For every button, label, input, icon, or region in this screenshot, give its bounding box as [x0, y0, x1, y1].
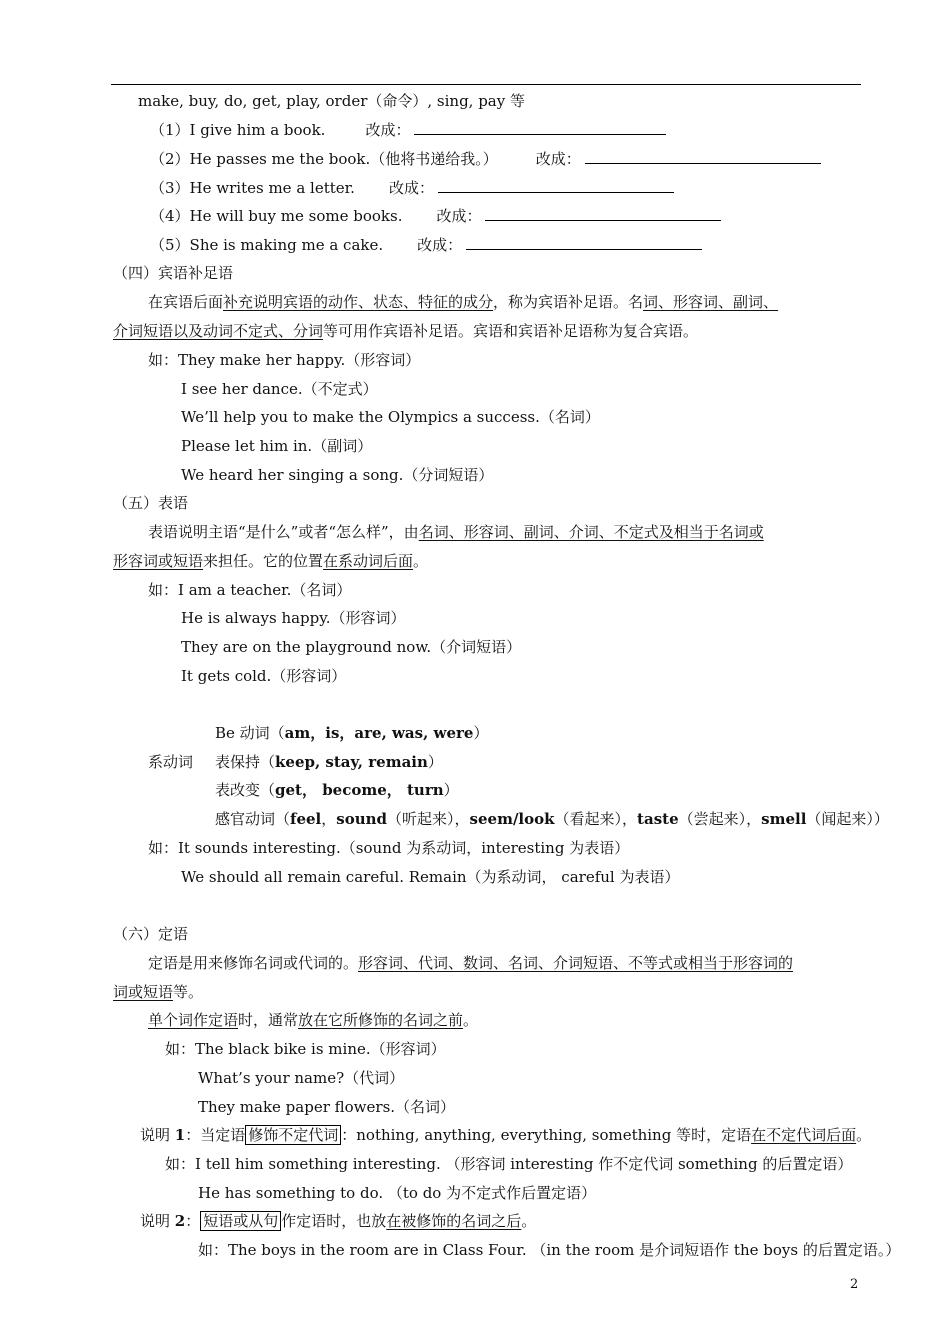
exercise-1: （1）I give him a book. 改成： — [150, 120, 666, 140]
note-1: 说明 1：当定语 修饰不定代词 ：nothing, anything, everything, something 等时，定语在不定代词后面。 — [140, 1126, 872, 1144]
answer-blank[interactable] — [466, 235, 702, 250]
sec4-example: I see her dance.（不定式） — [181, 380, 378, 398]
note-2-example: 如：The boys in the room are in Class Four. （in the room 是介词短语作 the boys 的后置定语。） — [198, 1241, 901, 1259]
sec5-example: He is always happy.（形容词） — [181, 609, 406, 627]
sec6-example: They make paper flowers.（名词） — [198, 1098, 456, 1116]
answer-blank[interactable] — [414, 120, 666, 135]
section-heading-6: （六）定语 — [113, 925, 189, 943]
sec5-example: They are on the playground now.（介词短语） — [181, 638, 522, 656]
sec6-example: 如：The black bike is mine.（形容词） — [165, 1040, 446, 1058]
exercise-5: （5）She is making me a cake. 改成： — [150, 235, 702, 255]
page-number: 2 — [850, 1277, 859, 1292]
sec5-example2: We should all remain careful. Remain（为系动词， careful 为表语） — [181, 868, 680, 886]
sec4-example: Please let him in.（副词） — [181, 437, 373, 455]
answer-blank[interactable] — [585, 149, 821, 164]
intro-line: make, buy, do, get, play, order（命令）, sing, pay 等 — [138, 92, 525, 110]
exercise-3: （3）He writes me a letter. 改成： — [150, 178, 674, 198]
sec6-paragraph-line1: 定语是用来修饰名词或代词的。形容词、代词、数词、名词、介词短语、不等式或相当于形容词的 — [148, 954, 794, 972]
sec6-example: What’s your name?（代词） — [198, 1069, 405, 1087]
note-1-example: 如：I tell him something interesting. （形容词 interesting 作不定代词 something 的后置定语） — [165, 1155, 853, 1173]
section-heading-5: （五）表语 — [113, 494, 189, 512]
sec4-example: We’ll help you to make the Olympics a success.（名词） — [181, 408, 600, 426]
section-heading-4: （四）宾语补足语 — [113, 264, 234, 282]
answer-blank[interactable] — [438, 178, 674, 193]
sec6-paragraph-line3: 单个词作定语时，通常放在它所修饰的名词之前。 — [148, 1011, 479, 1029]
header-rule — [111, 84, 861, 85]
sec5-example2: 如：It sounds interesting.（sound 为系动词，interesting 为表语） — [148, 839, 630, 857]
sec4-paragraph-line2: 介词短语以及动词不定式、分词等可用作宾语补足语。宾语和宾语补足语称为复合宾语。 — [113, 322, 699, 340]
sec4-example: We heard her singing a song.（分词短语） — [181, 466, 494, 484]
exercise-4: （4）He will buy me some books. 改成： — [150, 206, 721, 226]
sec4-example: 如：They make her happy.（形容词） — [148, 351, 421, 369]
sec5-example: 如：I am a teacher.（名词） — [148, 581, 352, 599]
linking-verb-label: 系动词 — [148, 753, 194, 771]
sec4-paragraph-line1: 在宾语后面补充说明宾语的动作、状态、特征的成分，称为宾语补足语。名词、形容词、副词、 — [148, 293, 779, 311]
note-1-example: He has something to do. （to do 为不定式作后置定语） — [198, 1184, 597, 1202]
sec5-paragraph-line1: 表语说明主语“是什么”或者“怎么样”，由名词、形容词、副词、介词、不定式及相当于名词或 — [148, 523, 764, 541]
linking-keep: 表保持（keep, stay, remain） — [215, 753, 443, 771]
sec5-example: It gets cold.（形容词） — [181, 667, 347, 685]
sec5-paragraph-line2: 形容词或短语来担任。它的位置在系动词后面。 — [113, 552, 429, 570]
exercise-2: （2）He passes me the book.（他将书递给我。） 改成： — [150, 149, 821, 169]
linking-senses: 感官动词（feel，sound（听起来），seem/look（看起来），taste（尝起来），smell（闻起来）） — [215, 810, 889, 828]
linking-change: 表改变（get， become， turn） — [215, 781, 459, 799]
linking-be: Be 动词（am，is，are, was, were） — [215, 724, 489, 742]
sec6-paragraph-line2: 词或短语等。 — [113, 983, 204, 1001]
answer-blank[interactable] — [485, 206, 721, 221]
note-2: 说明 2： 短语或从句 作定语时，也放在被修饰的名词之后。 — [140, 1212, 537, 1230]
